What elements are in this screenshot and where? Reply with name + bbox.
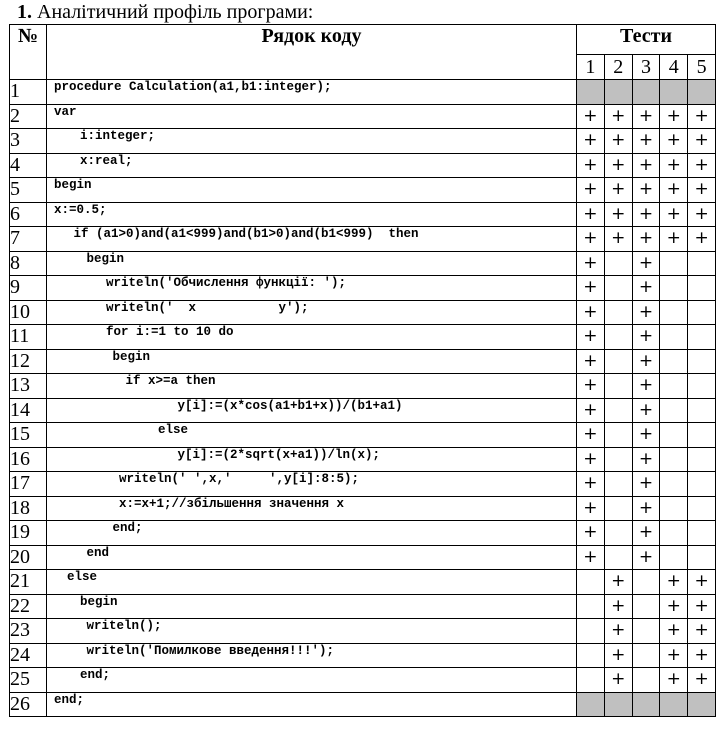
test-mark <box>660 692 688 717</box>
test-mark: + <box>604 570 632 595</box>
test-mark: + <box>660 153 688 178</box>
test-mark <box>632 619 660 644</box>
test-mark <box>660 447 688 472</box>
test-mark <box>577 594 605 619</box>
code-line: end; <box>47 668 577 693</box>
code-line: writeln('Помилкове введення!!!'); <box>47 643 577 668</box>
test-mark <box>577 80 605 105</box>
test-mark: + <box>660 104 688 129</box>
test-mark <box>632 643 660 668</box>
test-mark <box>660 472 688 497</box>
test-mark: + <box>577 153 605 178</box>
code-line: if (a1>0)and(a1<999)and(b1>0)and(b1<999) then <box>47 227 577 252</box>
line-number: 2 <box>10 104 47 129</box>
code-line: y[i]:=(2*sqrt(x+a1))/ln(x); <box>47 447 577 472</box>
line-number: 12 <box>10 349 47 374</box>
line-number: 11 <box>10 325 47 350</box>
code-line: begin <box>47 594 577 619</box>
test-mark <box>632 668 660 693</box>
test-mark: + <box>604 619 632 644</box>
table-row <box>10 496 716 521</box>
test-mark: + <box>577 545 605 570</box>
test-mark <box>688 472 716 497</box>
table-row <box>10 276 716 301</box>
test-mark: + <box>688 104 716 129</box>
table-row <box>10 325 716 350</box>
test-mark: + <box>577 202 605 227</box>
test-mark <box>604 692 632 717</box>
line-number: 9 <box>10 276 47 301</box>
test-mark <box>688 349 716 374</box>
test-mark <box>660 423 688 448</box>
code-line: end <box>47 545 577 570</box>
code-line: x:=0.5; <box>47 202 577 227</box>
code-line: end; <box>47 692 577 717</box>
test-mark <box>604 521 632 546</box>
table-body <box>10 80 716 717</box>
test-mark: + <box>604 227 632 252</box>
test-mark: + <box>604 594 632 619</box>
table-row <box>10 153 716 178</box>
test-mark <box>688 423 716 448</box>
test-mark: + <box>632 300 660 325</box>
test-mark: + <box>632 496 660 521</box>
line-number: 1 <box>10 80 47 105</box>
test-mark: + <box>632 325 660 350</box>
test-mark: + <box>577 423 605 448</box>
line-number: 25 <box>10 668 47 693</box>
table-row <box>10 668 716 693</box>
header-tests: Тести <box>577 25 716 55</box>
test-mark <box>604 496 632 521</box>
test-mark <box>688 374 716 399</box>
test-mark <box>688 447 716 472</box>
test-mark <box>688 276 716 301</box>
code-line: begin <box>47 251 577 276</box>
line-number: 26 <box>10 692 47 717</box>
test-mark: + <box>660 202 688 227</box>
test-mark: + <box>688 202 716 227</box>
test-mark <box>604 276 632 301</box>
test-mark: + <box>604 668 632 693</box>
test-mark <box>660 398 688 423</box>
test-mark: + <box>632 129 660 154</box>
test-mark: + <box>632 423 660 448</box>
test-mark <box>660 545 688 570</box>
test-mark: + <box>660 643 688 668</box>
test-mark: + <box>632 227 660 252</box>
test-mark <box>688 496 716 521</box>
test-mark: + <box>604 129 632 154</box>
test-mark <box>660 251 688 276</box>
test-number: 1 <box>577 54 605 79</box>
table-row <box>10 619 716 644</box>
test-mark <box>660 496 688 521</box>
test-mark <box>688 692 716 717</box>
test-mark <box>604 447 632 472</box>
table-row <box>10 104 716 129</box>
test-mark <box>688 545 716 570</box>
test-mark: + <box>632 276 660 301</box>
test-mark: + <box>688 178 716 203</box>
test-mark <box>660 300 688 325</box>
test-mark: + <box>660 619 688 644</box>
line-number: 20 <box>10 545 47 570</box>
test-number: 4 <box>660 54 688 79</box>
code-line: i:integer; <box>47 129 577 154</box>
code-line: if x>=a then <box>47 374 577 399</box>
table-row <box>10 202 716 227</box>
line-number: 23 <box>10 619 47 644</box>
test-mark <box>577 692 605 717</box>
test-mark: + <box>688 153 716 178</box>
test-mark <box>688 398 716 423</box>
line-number: 19 <box>10 521 47 546</box>
test-number: 5 <box>688 54 716 79</box>
program-profile-table <box>9 24 716 717</box>
table-row <box>10 423 716 448</box>
table-row <box>10 643 716 668</box>
test-mark <box>688 325 716 350</box>
line-number: 3 <box>10 129 47 154</box>
table-row <box>10 300 716 325</box>
test-mark <box>604 545 632 570</box>
test-mark: + <box>660 668 688 693</box>
table-row <box>10 178 716 203</box>
test-mark: + <box>577 447 605 472</box>
test-number: 2 <box>604 54 632 79</box>
table-row <box>10 129 716 154</box>
test-mark <box>632 80 660 105</box>
test-mark <box>604 325 632 350</box>
code-line: for i:=1 to 10 do <box>47 325 577 350</box>
test-mark <box>660 521 688 546</box>
line-number: 14 <box>10 398 47 423</box>
line-number: 7 <box>10 227 47 252</box>
test-mark: + <box>577 178 605 203</box>
test-mark: + <box>632 153 660 178</box>
line-number: 16 <box>10 447 47 472</box>
title-text: Аналітичний профіль програми: <box>32 1 314 23</box>
header-code-line: Рядок коду <box>47 25 577 80</box>
code-line: else <box>47 423 577 448</box>
test-mark: + <box>688 643 716 668</box>
header-number: № <box>10 25 47 80</box>
code-line: var <box>47 104 577 129</box>
test-mark: + <box>577 521 605 546</box>
table-row <box>10 251 716 276</box>
test-mark: + <box>632 104 660 129</box>
table-row <box>10 374 716 399</box>
table-row <box>10 80 716 105</box>
test-mark <box>577 668 605 693</box>
code-line: writeln('Обчислення функції: '); <box>47 276 577 301</box>
table-row <box>10 594 716 619</box>
test-mark: + <box>577 276 605 301</box>
test-mark: + <box>604 178 632 203</box>
line-number: 24 <box>10 643 47 668</box>
test-mark: + <box>660 227 688 252</box>
line-number: 4 <box>10 153 47 178</box>
code-line: x:=x+1;//збільшення значення x <box>47 496 577 521</box>
test-mark <box>577 643 605 668</box>
test-mark: + <box>577 251 605 276</box>
test-mark <box>660 349 688 374</box>
test-mark <box>604 423 632 448</box>
test-mark: + <box>632 398 660 423</box>
test-mark: + <box>577 129 605 154</box>
title-number: 1. <box>17 1 32 23</box>
test-mark: + <box>660 594 688 619</box>
line-number: 6 <box>10 202 47 227</box>
table-row <box>10 545 716 570</box>
test-mark: + <box>688 594 716 619</box>
table-row <box>10 521 716 546</box>
table-row <box>10 447 716 472</box>
test-mark <box>604 349 632 374</box>
test-mark <box>604 398 632 423</box>
code-line: else <box>47 570 577 595</box>
code-line: writeln(' x y'); <box>47 300 577 325</box>
header-row <box>10 25 716 55</box>
test-mark: + <box>688 227 716 252</box>
test-mark: + <box>577 496 605 521</box>
test-mark <box>688 300 716 325</box>
code-line: y[i]:=(x*cos(a1+b1+x))/(b1+a1) <box>47 398 577 423</box>
table-row <box>10 692 716 717</box>
test-mark <box>688 521 716 546</box>
test-mark <box>604 472 632 497</box>
line-number: 15 <box>10 423 47 448</box>
test-mark: + <box>604 104 632 129</box>
test-mark: + <box>577 104 605 129</box>
test-mark: + <box>660 129 688 154</box>
test-mark <box>632 692 660 717</box>
test-mark <box>660 374 688 399</box>
test-mark <box>577 619 605 644</box>
line-number: 5 <box>10 178 47 203</box>
code-line: procedure Calculation(a1,b1:integer); <box>47 80 577 105</box>
table-row <box>10 570 716 595</box>
code-line: begin <box>47 178 577 203</box>
test-mark <box>632 570 660 595</box>
test-mark: + <box>688 129 716 154</box>
test-mark: + <box>577 374 605 399</box>
line-number: 8 <box>10 251 47 276</box>
code-line: x:real; <box>47 153 577 178</box>
test-mark: + <box>632 521 660 546</box>
table-row <box>10 349 716 374</box>
table-row <box>10 398 716 423</box>
test-number: 3 <box>632 54 660 79</box>
line-number: 21 <box>10 570 47 595</box>
test-mark <box>660 80 688 105</box>
code-line: end; <box>47 521 577 546</box>
test-mark: + <box>688 668 716 693</box>
test-mark: + <box>632 178 660 203</box>
code-line: writeln(' ',x,' ',y[i]:8:5); <box>47 472 577 497</box>
test-mark: + <box>660 570 688 595</box>
test-mark: + <box>632 472 660 497</box>
test-mark: + <box>577 472 605 497</box>
table-row <box>10 227 716 252</box>
test-mark: + <box>604 153 632 178</box>
test-mark <box>604 300 632 325</box>
test-mark: + <box>577 325 605 350</box>
test-mark <box>604 80 632 105</box>
test-mark: + <box>577 227 605 252</box>
test-mark <box>632 594 660 619</box>
test-mark: + <box>577 398 605 423</box>
table-row <box>10 472 716 497</box>
test-mark: + <box>577 349 605 374</box>
line-number: 13 <box>10 374 47 399</box>
test-mark: + <box>604 643 632 668</box>
test-mark <box>660 276 688 301</box>
test-mark: + <box>632 251 660 276</box>
test-mark: + <box>604 202 632 227</box>
test-mark <box>688 80 716 105</box>
test-mark: + <box>632 545 660 570</box>
line-number: 18 <box>10 496 47 521</box>
test-mark <box>604 374 632 399</box>
code-line: writeln(); <box>47 619 577 644</box>
test-mark <box>688 251 716 276</box>
test-mark: + <box>632 374 660 399</box>
test-mark: + <box>577 300 605 325</box>
test-mark: + <box>632 447 660 472</box>
line-number: 22 <box>10 594 47 619</box>
test-mark <box>577 570 605 595</box>
test-mark: + <box>688 570 716 595</box>
test-mark: + <box>632 349 660 374</box>
test-mark <box>604 251 632 276</box>
test-mark: + <box>632 202 660 227</box>
document-title <box>17 1 313 23</box>
line-number: 17 <box>10 472 47 497</box>
line-number: 10 <box>10 300 47 325</box>
test-mark <box>660 325 688 350</box>
test-mark: + <box>660 178 688 203</box>
code-line: begin <box>47 349 577 374</box>
test-mark: + <box>688 619 716 644</box>
